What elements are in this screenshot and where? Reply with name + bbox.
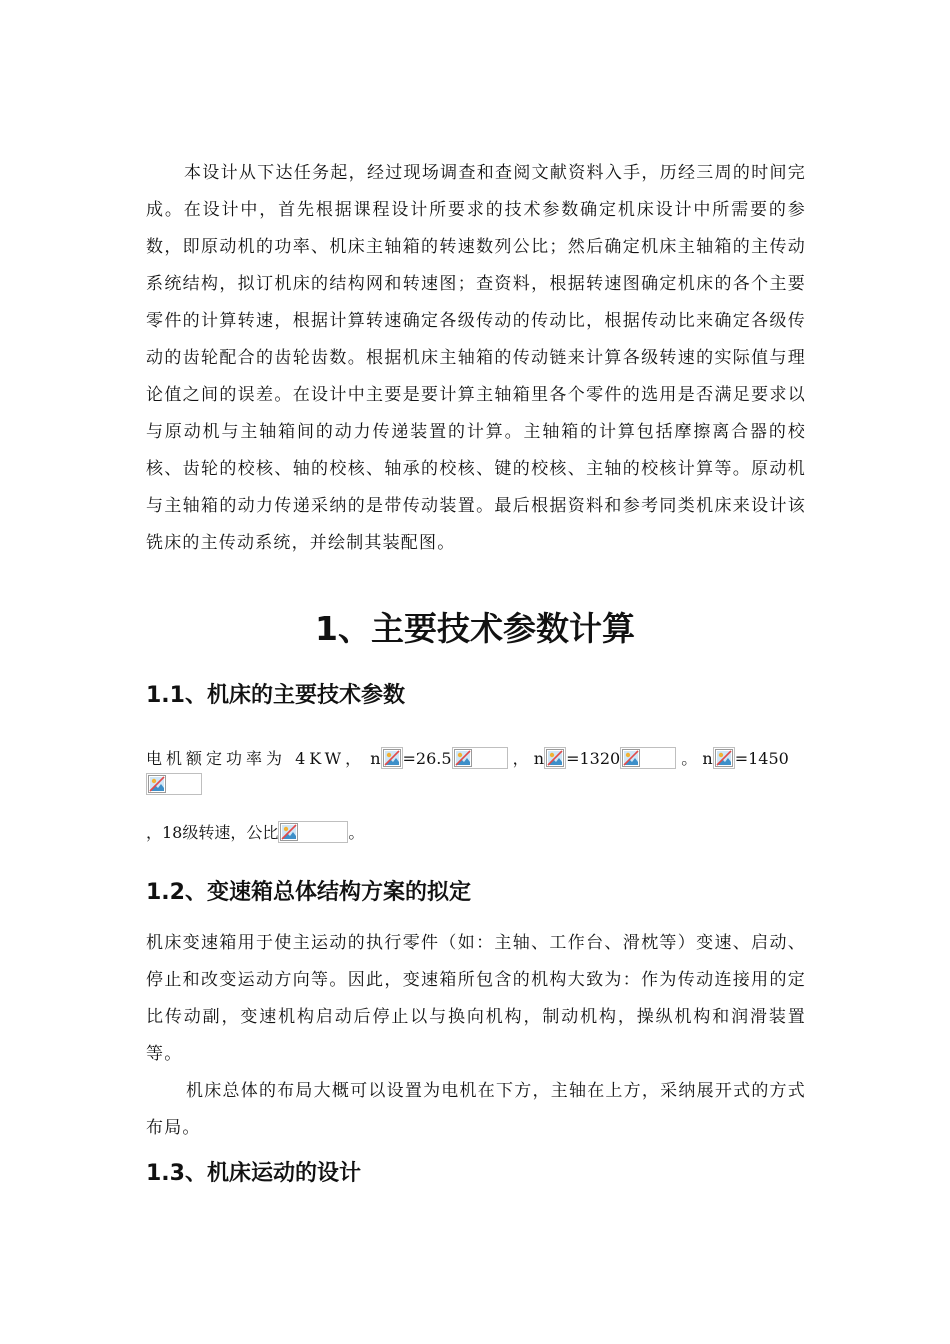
broken-image-icon [278,821,348,843]
parameters-line-1 [146,746,826,798]
section-heading-1-3: 1.3、机床运动的设计 [146,1161,361,1186]
speed-ratio-text: ，18级转速，公比 [146,823,279,842]
parameters-line-2 [146,820,826,846]
broken-image-icon [146,773,202,795]
broken-image-icon [544,747,566,769]
n-symbol: n [533,749,545,768]
value-26-5: =26.5 [402,749,452,768]
broken-image-icon [452,747,508,769]
motor-power-text: 电机额定功率为 4KW， [146,749,366,768]
chapter-heading: 1、主要技术参数计算 [315,609,635,648]
broken-image-icon [381,747,403,769]
gearbox-paragraph: 机床变速箱用于使主运动的执行零件（如：主轴、工作台、滑枕等）变速、启动、停止和改变运动方向等。因此，变速箱所包含的机构大致为：作为传动连接用的定比传动副，变速机构启动后停止以与换向机构，制动机构，操纵机构和润滑装置等。 [146,933,806,1064]
separator-period: 。 [681,749,698,768]
separator-comma: ， [512,749,529,768]
n-symbol: n [702,749,713,768]
section-heading-1-1: 1.1、机床的主要技术参数 [146,683,405,708]
value-1320: =1320 [566,749,621,768]
broken-image-icon [713,747,735,769]
line-end-period: 。 [348,823,365,842]
intro-paragraph: 本设计从下达任务起，经过现场调查和查阅文献资料入手，历经三周的时间完成。在设计中，首先根据课程设计所要求的技术参数确定机床设计中所需要的参数，即原动机的功率、机床主轴箱的转速数列公比；然后确定机床主轴箱的主传动系统结构，拟订机床的结构网和转速图；查资料，根据转速图确定机床的各个主要零件的计算转速，根据计算转速确定各级传动的传动比，根据传动比来确定各级传动的齿轮配合的齿轮齿数。根据机床主轴箱的传动链来计算各级转速的实际值与理论值之间的误差。在设计中主要是要计算主轴箱里各个零件的选用是否满足要求以与原动机与主轴箱间的动力传递装置的计算。主轴箱的计算包括摩擦离合器的校核、齿轮的校核、轴的校核、轴承的校核、键的校核、主轴的校核计算等。原动机与主轴箱的动力传递采纳的是带传动装置。最后根据资料和参考同类机床来设计该铣床的主传动系统，并绘制其装配图。 [146,163,806,553]
n-symbol: n [370,749,381,768]
layout-paragraph: 机床总体的布局大概可以设置为电机在下方，主轴在上方，采纳展开式的方式布局。 [146,1081,806,1138]
section-heading-1-2: 1.2、变速箱总体结构方案的拟定 [146,880,471,905]
broken-image-icon [620,747,676,769]
value-1450: =1450 [734,749,789,768]
